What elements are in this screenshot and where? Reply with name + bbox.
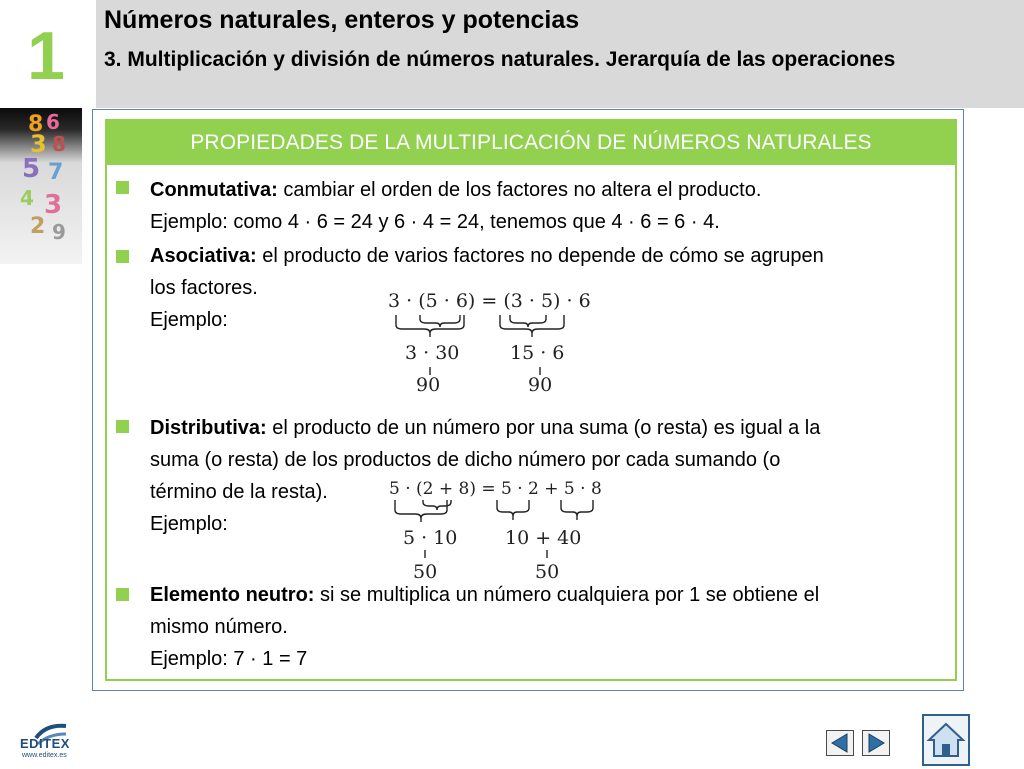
numbers-illustration: 8 6 3 8 5 7 4 3 2 9 [0, 108, 82, 264]
distributive-left-result: 50 [413, 561, 438, 583]
distributive-right-result: 50 [535, 561, 560, 583]
property-term: Conmutativa: [150, 179, 278, 201]
triangle-right-icon [863, 731, 889, 755]
associative-expression: 3 · (5 · 6) = (3 · 5) · 6 [388, 290, 591, 312]
next-slide-button[interactable] [862, 730, 890, 756]
distributive-expression: 5 · (2 + 8) = 5 · 2 + 5 · 8 [389, 479, 602, 499]
previous-slide-button[interactable] [826, 730, 854, 756]
associative-right-step: 15 · 6 [510, 342, 565, 364]
distributive-right-step: 10 + 40 [505, 527, 582, 549]
property-term: Asociativa: [150, 245, 257, 267]
bullet-icon [116, 420, 129, 433]
property-commutative: Conmutativa: cambiar el orden de los factores no altera el producto. Ejemplo: como 4 · 6 = 24 y 6 · 4 = 24, tenemos que 4 · 6 = 6 · 4. [150, 179, 762, 233]
page-title: Números naturales, enteros y potencias [104, 6, 580, 34]
unit-number: 1 [0, 0, 92, 108]
associative-right-result: 90 [528, 374, 553, 395]
associative-left-step: 3 · 30 [405, 342, 460, 364]
properties-heading: PROPIEDADES DE LA MULTIPLICACIÓN DE NÚMEROS NATURALES [107, 119, 955, 165]
associative-left-result: 90 [416, 374, 441, 395]
property-term: Distributiva: [150, 417, 267, 439]
bullet-icon [116, 588, 129, 601]
home-icon [924, 716, 968, 764]
distributive-diagram [385, 474, 615, 584]
property-neutral-element: Elemento neutro: si se multiplica un número cualquiera por 1 se obtiene el mismo número. Ejemplo: 7 · 1 = 7 [150, 584, 820, 670]
property-term: Elemento neutro: [150, 584, 315, 606]
property-distributive: Distributiva: el producto de un número por una suma (o resta) es igual a la suma (o resta) de los productos de dicho número por cada sumando (o término de la resta). Ejemplo: [150, 417, 821, 535]
editex-logo-text: EDITEX [20, 736, 70, 751]
distributive-left-step: 5 · 10 [403, 527, 458, 549]
editex-url: www.editex.es [22, 752, 67, 759]
page-subtitle: 3. Multiplicación y división de números naturales. Jerarquía de las operaciones [104, 48, 896, 71]
bullet-icon [116, 181, 129, 194]
property-associative: Asociativa: el producto de varios factores no depende de cómo se agrupen los factores. Ejemplo: [150, 245, 824, 331]
home-button[interactable] [922, 714, 970, 766]
bullet-icon [116, 250, 129, 263]
associative-diagram [380, 285, 600, 395]
triangle-left-icon [827, 731, 853, 755]
